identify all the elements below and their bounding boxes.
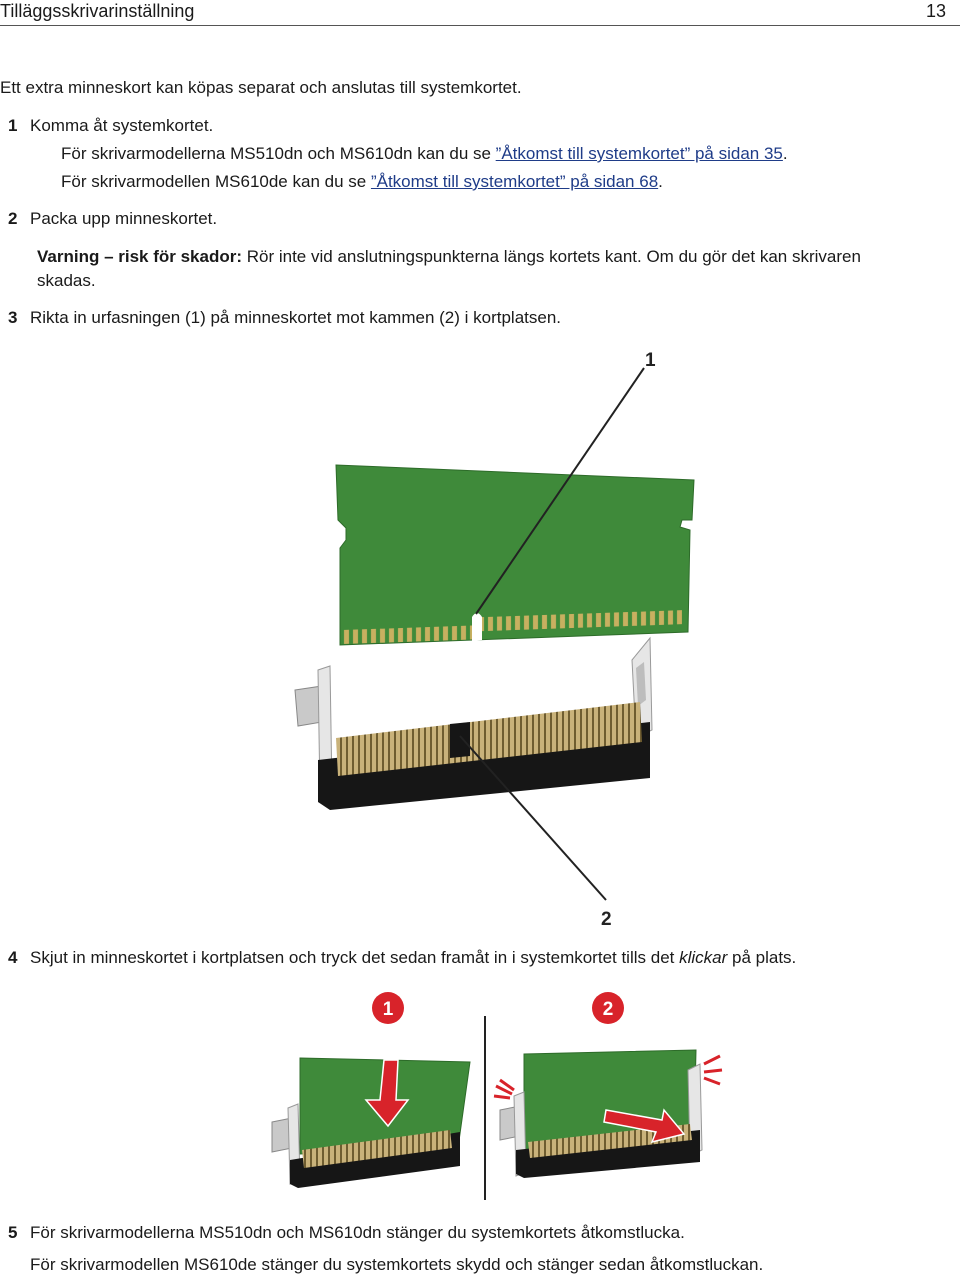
callout-2: 2 — [601, 909, 612, 930]
step-number: 4 — [8, 948, 18, 967]
sub-text: För skrivarmodellerna MS510dn och MS610dn kan du se — [61, 144, 496, 163]
sub-text: För skrivarmodellen MS610de kan du se — [61, 172, 371, 191]
insert-panel-1 — [272, 1058, 470, 1188]
step-text: Komma åt systemkortet. — [30, 116, 214, 135]
badge-label: 1 — [382, 999, 394, 1020]
step-number: 2 — [8, 209, 18, 228]
warning-text: Rör inte vid anslutningspunkterna längs kortets kant. Om du gör det kan skrivaren — [242, 247, 861, 266]
step-number: 5 — [8, 1223, 18, 1242]
page-number: 13 — [925, 1, 946, 21]
link-access-systemboard-35[interactable]: ”Åtkomst till systemkortet” på sidan 35 — [495, 144, 783, 163]
step-text-end: på plats. — [727, 948, 797, 967]
sub-suffix: . — [658, 172, 663, 191]
callout-1: 1 — [645, 350, 656, 371]
step-badge-1 — [372, 992, 404, 1024]
badge-label: 2 — [602, 999, 614, 1020]
step-5-text-2: För skrivarmodellen MS610de stänger du systemkortets skydd och stänger sedan åtkomstluckan. — [30, 1255, 764, 1274]
step-5 — [8, 1222, 685, 1244]
warning-line-2: skadas. — [37, 271, 96, 290]
insert-panel-2 — [494, 1050, 722, 1178]
step-badge-2 — [592, 992, 624, 1024]
step-text: För skrivarmodellerna MS510dn och MS610dn stänger du systemkortets åtkomstlucka. — [30, 1223, 685, 1242]
warning-label: Varning – risk för skador: — [37, 247, 243, 266]
step-number: 1 — [8, 116, 18, 135]
step-text: Rikta in urfasningen (1) på minneskortet mot kammen (2) i kortplatsen. — [30, 308, 562, 327]
step-text: Packa upp minneskortet. — [30, 209, 218, 228]
intro-text: Ett extra minneskort kan köpas separat och anslutas till systemkortet. — [0, 78, 522, 97]
step-number: 3 — [8, 308, 18, 327]
step-text: Skjut in minneskortet i kortplatsen och tryck det sedan framåt in i systemkortet tills det — [30, 948, 680, 967]
header-title: Tilläggsskrivarinställning — [0, 1, 195, 21]
step-text-italic: klickar — [679, 948, 728, 967]
link-access-systemboard-68[interactable]: ”Åtkomst till systemkortet” på sidan 68 — [370, 172, 659, 191]
sub-suffix: . — [782, 144, 788, 163]
